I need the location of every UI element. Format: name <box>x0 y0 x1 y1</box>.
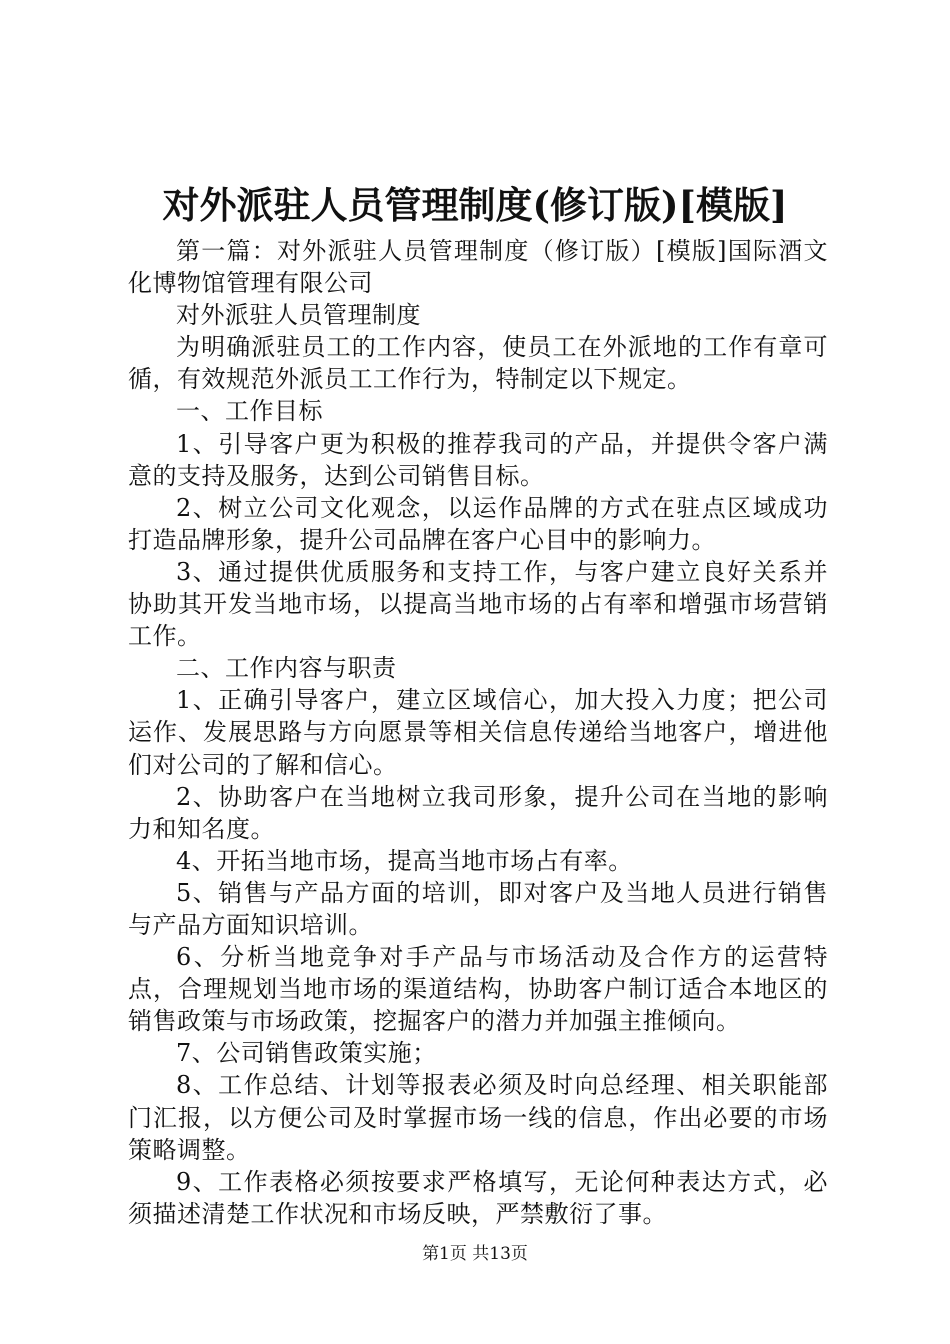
section-heading-goals: 一、工作目标 <box>176 397 323 426</box>
goal-item-1: 1、引导客户更为积极的推荐我司的产品，并提供令客户满意的支持及服务，达到公司销售目标。 <box>128 429 828 490</box>
duty-item-9: 9、工作表格必须按要求严格填写，无论何种表达方式，必须描述清楚工作状况和市场反映，严禁敷衍了事。 <box>128 1167 828 1228</box>
section-heading-duties: 二、工作内容与职责 <box>176 654 397 683</box>
duty-item-7: 7、公司销售政策实施； <box>176 1039 437 1068</box>
duty-item-6: 6、分析当地竞争对手产品与市场活动及合作方的运营特点，合理规划当地市场的渠道结构，协助客户制订适合本地区的销售政策与市场政策，挖掘客户的潜力并加强主推倾向。 <box>128 943 828 1036</box>
goal-item-2: 2、树立公司文化观念，以运作品牌的方式在驻点区域成功打造品牌形象，提升公司品牌在客户心目中的影响力。 <box>128 493 828 554</box>
duty-item-1: 1、正确引导客户，建立区域信心，加大投入力度；把公司运作、发展思路与方向愿景等相关信息传递给当地客户，增进他们对公司的了解和信心。 <box>128 686 828 779</box>
duty-item-4: 4、开拓当地市场，提高当地市场占有率。 <box>176 846 633 875</box>
paragraph-intro: 第一篇：对外派驻人员管理制度（修订版）[模版]国际酒文化博物馆管理有限公司 <box>128 237 828 298</box>
goal-item-3: 3、通过提供优质服务和支持工作，与客户建立良好关系并协助其开发当地市场，以提高当地市场的占有率和增强市场营销工作。 <box>128 557 828 651</box>
paragraph-subtitle: 对外派驻人员管理制度 <box>176 301 421 330</box>
duty-item-8: 8、工作总结、计划等报表必须及时向总经理、相关职能部门汇报，以方便公司及时掌握市场一线的信息，作出必要的市场策略调整。 <box>128 1071 828 1164</box>
page-indicator: 第1页 共13页 <box>422 1244 528 1264</box>
document-title: 对外派驻人员管理制度(修订版)[模版] <box>162 183 788 227</box>
duty-item-2: 2、协助客户在当地树立我司形象，提升公司在当地的影响力和知名度。 <box>128 782 828 843</box>
duty-item-5: 5、销售与产品方面的培训，即对客户及当地人员进行销售与产品方面知识培训。 <box>128 878 828 939</box>
document-body <box>128 235 828 1230</box>
paragraph-purpose: 为明确派驻员工的工作内容，使员工在外派地的工作有章可循，有效规范外派员工工作行为，特制定以下规定。 <box>128 333 828 394</box>
